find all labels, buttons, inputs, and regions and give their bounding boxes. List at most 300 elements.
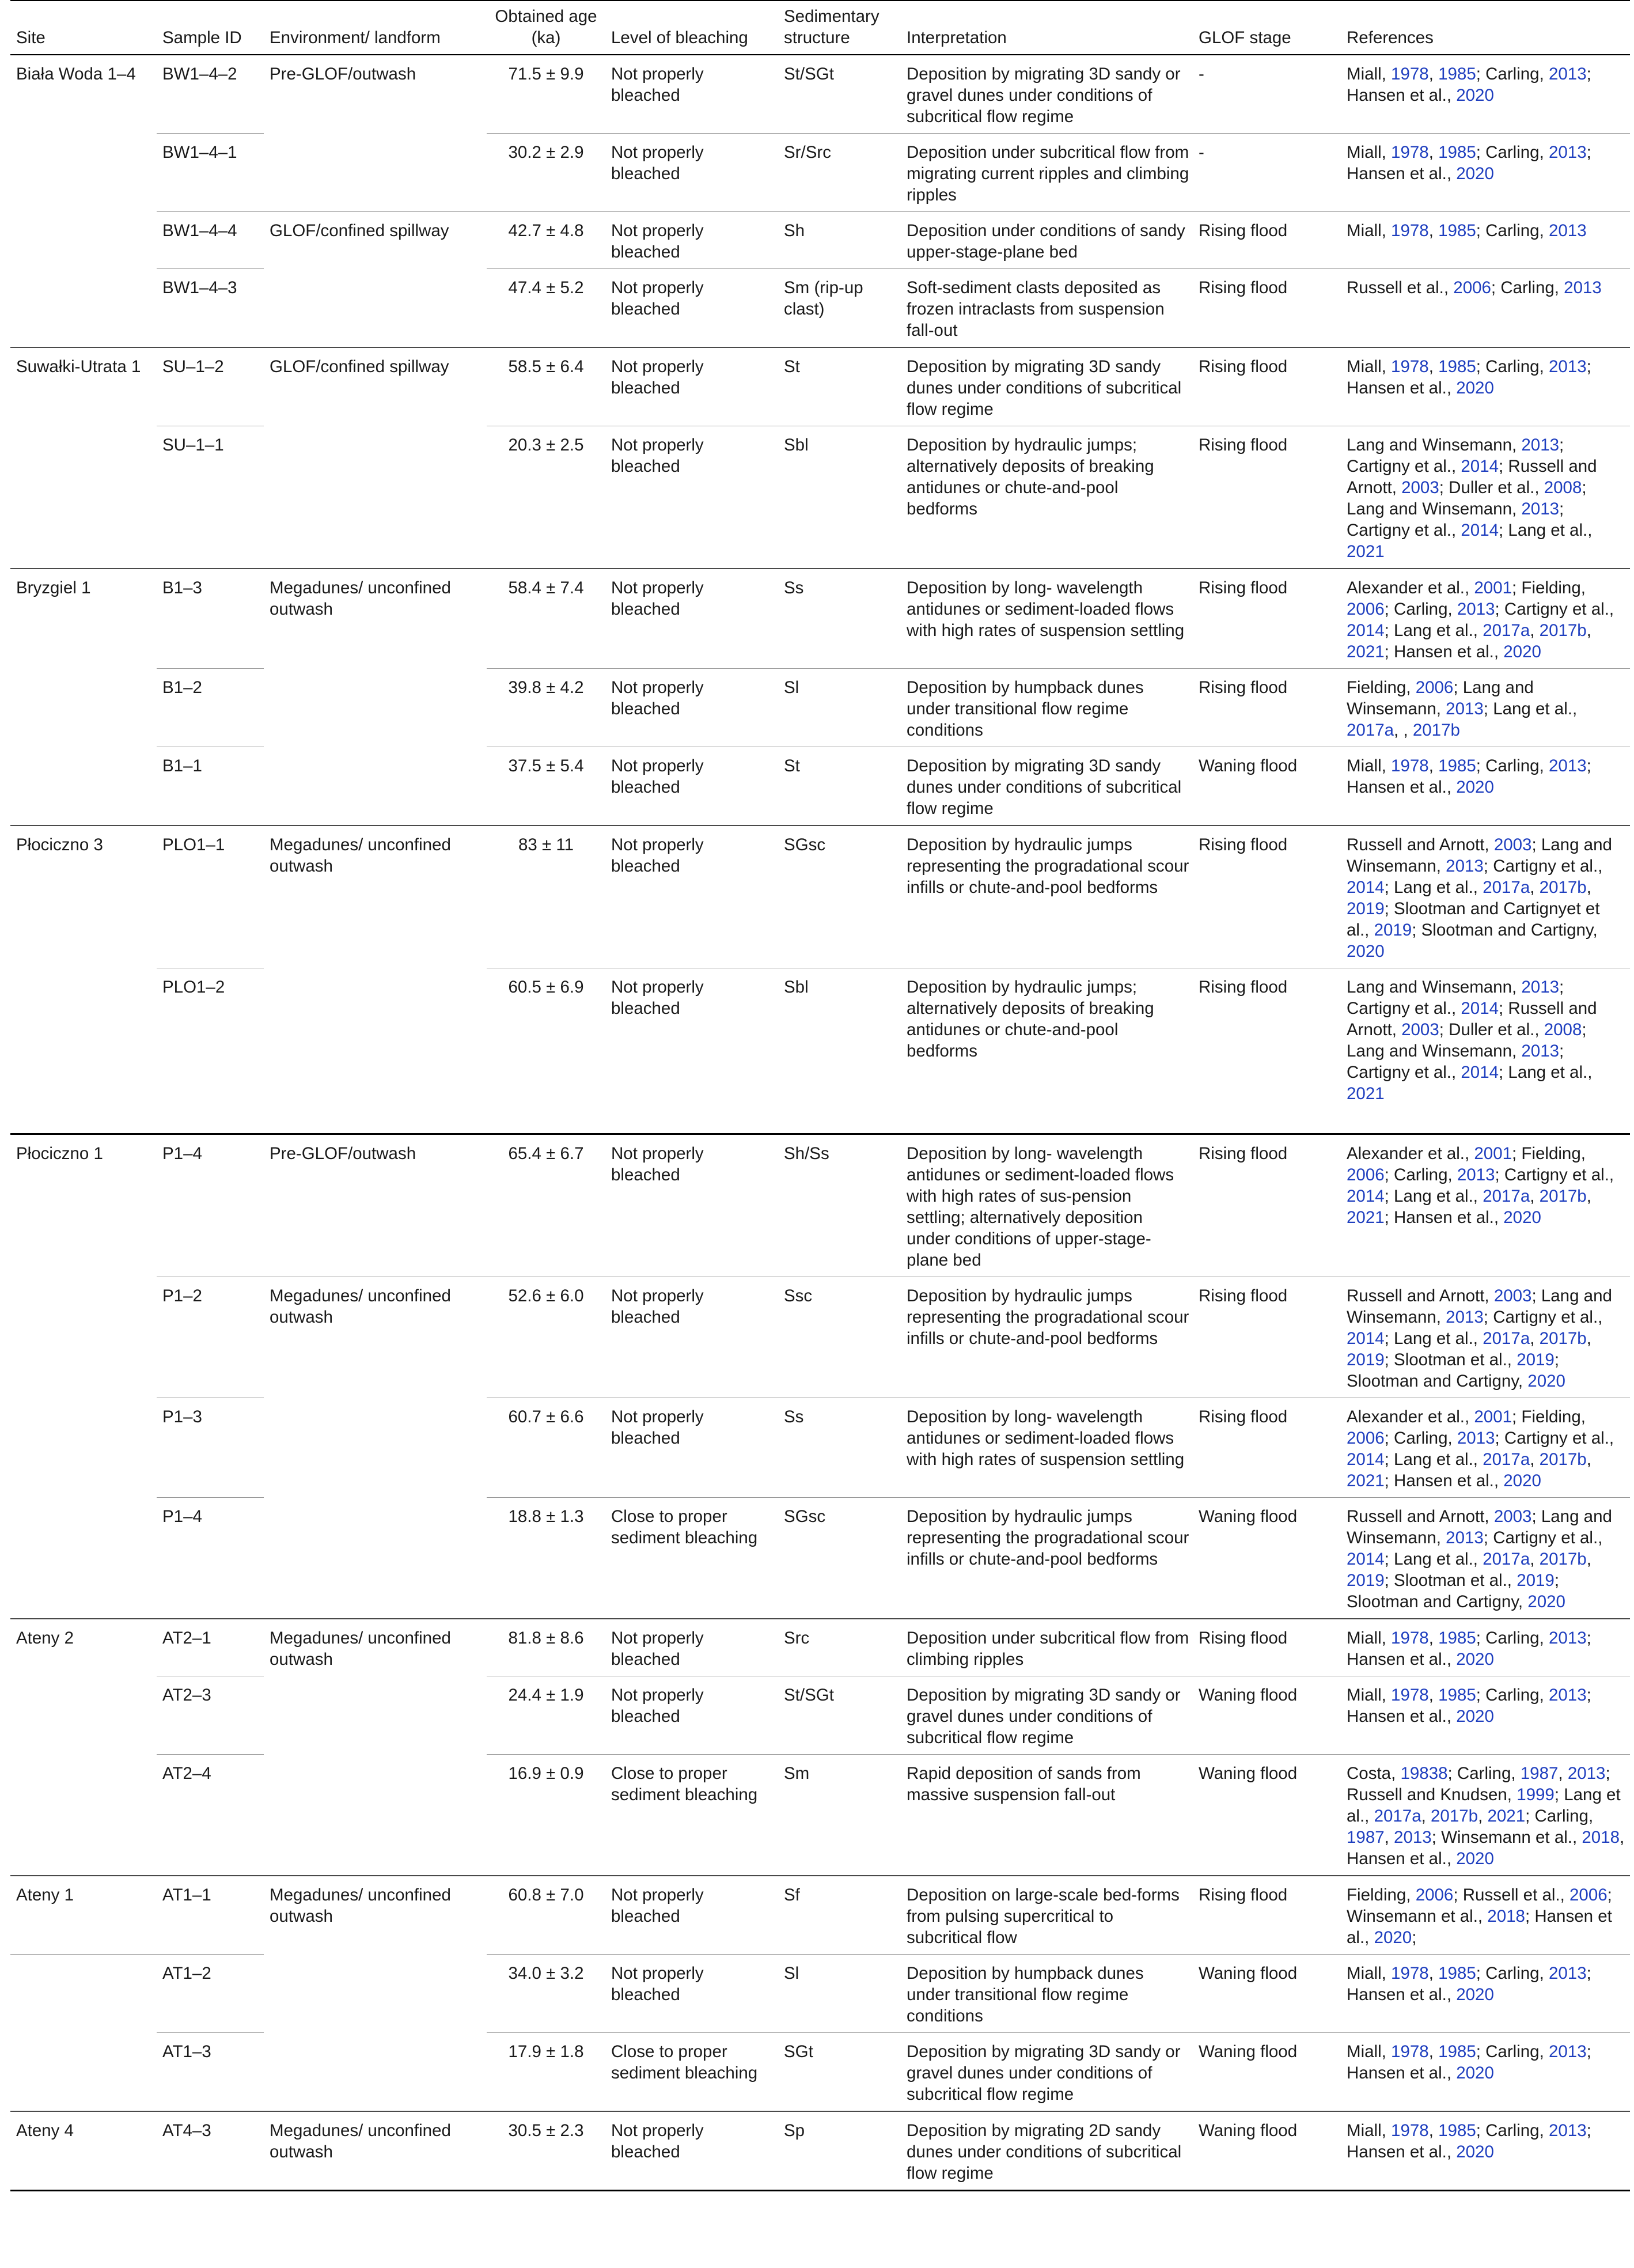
citation-year-link[interactable]: 2019	[1347, 899, 1385, 918]
citation-year-link[interactable]: 2013	[1564, 278, 1602, 297]
citation-year-link[interactable]: 2020	[1347, 942, 1385, 961]
glof-stage-cell: Rising flood	[1193, 212, 1341, 269]
citation-text: ,	[1530, 1329, 1540, 1348]
citation-year-link[interactable]: 2013	[1446, 699, 1484, 718]
citation-year-link[interactable]: 2017a	[1374, 1807, 1421, 1826]
citation-year-link[interactable]: 2020	[1456, 778, 1494, 797]
age-cell: 83 ± 11	[487, 826, 605, 968]
structure-cell: Sm (rip-up clast)	[778, 269, 901, 348]
structure-cell: SGsc	[778, 826, 901, 968]
citation-year-link[interactable]: 2020	[1456, 86, 1494, 105]
citation-text: Miall,	[1347, 221, 1392, 240]
citation-text: ; Slootman et al.,	[1384, 1350, 1517, 1369]
citation-year-link[interactable]: 2014	[1347, 1550, 1385, 1569]
references-cell	[1341, 747, 1630, 826]
glof-stage-cell: Rising flood	[1193, 968, 1341, 1111]
environment-cell: Megadunes/ unconfined outwash	[264, 2111, 487, 2191]
citation-text: ,	[1428, 756, 1439, 775]
citation-year-link[interactable]: 2021	[1347, 1208, 1385, 1227]
col-header-bleaching: Level of bleaching	[605, 1, 778, 55]
citation-text: ,	[1530, 878, 1540, 897]
citation-year-link[interactable]: 1985	[1438, 756, 1476, 775]
citation-year-link[interactable]: 2014	[1347, 878, 1385, 897]
citation-year-link[interactable]: 2013	[1548, 2121, 1587, 2140]
structure-cell: Sl	[778, 669, 901, 747]
bleaching-cell: Not properly bleached	[605, 347, 778, 426]
citation-text: ; Russell and Arnott,	[1347, 457, 1597, 497]
site-cell	[10, 669, 157, 747]
citation-text: ; Cartigny et al.,	[1347, 1042, 1564, 1082]
bleaching-cell: Close to proper sediment bleaching	[605, 2033, 778, 2112]
citation-year-link[interactable]: 2017b	[1431, 1807, 1478, 1826]
citation-year-link[interactable]: 1978	[1391, 1629, 1429, 1648]
citation-year-link[interactable]: 2008	[1544, 478, 1582, 497]
citation-year-link[interactable]: 2013	[1548, 143, 1587, 162]
citation-year-link[interactable]: 2020	[1456, 1650, 1494, 1669]
citation-year-link[interactable]: 2020	[1456, 1707, 1494, 1726]
site-cell	[10, 1498, 157, 1619]
references-cell	[1341, 1398, 1630, 1498]
citation-year-link[interactable]: 2021	[1347, 642, 1385, 661]
citation-text: ; Russell and Arnott,	[1347, 999, 1597, 1039]
bleaching-cell: Not properly bleached	[605, 669, 778, 747]
citation-year-link[interactable]: 2017a	[1483, 1329, 1530, 1348]
age-cell: 58.4 ± 7.4	[487, 569, 605, 669]
citation-year-link[interactable]: 1978	[1391, 2042, 1429, 2061]
table-body	[10, 55, 1630, 2191]
citation-year-link[interactable]: 2019	[1347, 1350, 1385, 1369]
glof-stage-cell: Waning flood	[1193, 747, 1341, 826]
citation-year-link[interactable]: 2020	[1456, 1985, 1494, 2004]
citation-text: Alexander et al.,	[1347, 578, 1474, 597]
citation-year-link[interactable]: 2013	[1567, 1764, 1606, 1783]
section-gap-row	[10, 1110, 1630, 1134]
citation-year-link[interactable]: 1978	[1391, 221, 1429, 240]
references-cell	[1341, 2033, 1630, 2112]
interpretation-cell: Deposition by hydraulic jumps representing the progradational scour infills or chute-and-pool bedforms	[901, 826, 1193, 968]
citation-text: ,	[1586, 1550, 1591, 1569]
citation-text: ; Hansen et al.,	[1384, 1471, 1504, 1490]
environment-cell: GLOF/confined spillway	[264, 347, 487, 426]
citation-text: , Hansen et al.,	[1347, 1828, 1625, 1868]
citation-text: Miall,	[1347, 2121, 1392, 2140]
citation-text: ; Carling,	[1476, 357, 1549, 376]
citation-year-link[interactable]: 1985	[1438, 357, 1476, 376]
citation-year-link[interactable]: 2017b	[1539, 1450, 1587, 1469]
citation-year-link[interactable]: 2003	[1493, 1286, 1532, 1305]
citation-text: ; Cartigny et al.,	[1495, 1165, 1614, 1184]
references-cell	[1341, 347, 1630, 426]
citation-year-link[interactable]: 1978	[1391, 357, 1429, 376]
citation-year-link[interactable]: 2017b	[1539, 1550, 1587, 1569]
site-cell	[10, 1955, 157, 2033]
citation-text: Miall,	[1347, 357, 1392, 376]
citation-year-link[interactable]: 2003	[1493, 835, 1532, 854]
citation-year-link[interactable]: 2013	[1446, 857, 1484, 876]
site-cell	[10, 212, 157, 269]
environment-cell: Pre-GLOF/outwash	[270, 65, 416, 84]
site-cell	[10, 747, 157, 826]
citation-year-link[interactable]: 2017a	[1483, 621, 1530, 640]
citation-year-link[interactable]: 2006	[1569, 1885, 1608, 1904]
citation-year-link[interactable]: 2013	[1521, 1042, 1560, 1061]
citation-year-link[interactable]: 2013	[1521, 436, 1560, 455]
interpretation-cell: Deposition by humpback dunes under transitional flow regime conditions	[901, 669, 1193, 747]
citation-year-link[interactable]: 2014	[1347, 1329, 1385, 1348]
table-row	[10, 826, 1630, 968]
references-cell	[1341, 1619, 1630, 1676]
environment-cell	[264, 426, 487, 569]
citation-year-link[interactable]: 2006	[1415, 1885, 1454, 1904]
environment-cell: Pre-GLOF/outwash	[264, 1134, 487, 1277]
interpretation-cell: Deposition under subcritical flow from migrating current ripples and climbing ripples	[901, 134, 1193, 212]
site-cell	[10, 269, 157, 348]
sample-id-cell: SU–1–1	[157, 426, 264, 569]
citation-text: ; Carling,	[1476, 2121, 1549, 2140]
age-cell: 52.6 ± 6.0	[487, 1277, 605, 1398]
citation-year-link[interactable]: 2017b	[1539, 1187, 1587, 1206]
citation-year-link[interactable]: 2013	[1521, 499, 1560, 518]
citation-year-link[interactable]: 2003	[1493, 1507, 1532, 1526]
age-cell: 20.3 ± 2.5	[487, 426, 605, 569]
citation-year-link[interactable]: 1985	[1438, 1686, 1476, 1705]
references-cell	[1341, 826, 1630, 968]
bleaching-cell: Not properly bleached	[605, 1955, 778, 2033]
citation-year-link[interactable]: 2017a	[1347, 721, 1394, 740]
glof-stage-cell: Rising flood	[1193, 1134, 1341, 1277]
citation-text: ; Lang et al.,	[1499, 1063, 1593, 1082]
environment-cell: Megadunes/ unconfined outwash	[264, 1619, 487, 1676]
references-cell	[1341, 968, 1630, 1111]
interpretation-cell: Deposition by hydraulic jumps representing the progradational scour infills or chute-and-pool bedforms	[901, 1498, 1193, 1619]
citation-year-link[interactable]: 2020	[1456, 378, 1494, 397]
citation-year-link[interactable]: 2020	[1456, 1849, 1494, 1868]
citation-text: Miall,	[1347, 65, 1392, 84]
table-row	[10, 1955, 1630, 2033]
bleaching-cell: Not properly bleached	[605, 826, 778, 968]
bleaching-cell: Not properly bleached	[605, 269, 778, 348]
citation-year-link[interactable]: 2020	[1503, 642, 1541, 661]
table-row	[10, 426, 1630, 569]
citation-year-link[interactable]: 2018	[1487, 1907, 1525, 1926]
citation-year-link[interactable]: 2013	[1548, 1629, 1587, 1648]
site-cell	[10, 1676, 157, 1755]
citation-year-link[interactable]: 2013	[1457, 600, 1495, 619]
citation-year-link[interactable]: 2014	[1461, 457, 1499, 476]
citation-text: ; Cartigny et al.,	[1495, 1429, 1614, 1448]
citation-year-link[interactable]: 2014	[1347, 1450, 1385, 1469]
citation-year-link[interactable]: 1999	[1517, 1785, 1555, 1804]
table-row	[10, 269, 1630, 348]
bleaching-cell: Not properly bleached	[605, 426, 778, 569]
glof-stage-cell: Rising flood	[1193, 826, 1341, 968]
citation-year-link[interactable]: 2001	[1474, 578, 1512, 597]
citation-year-link[interactable]: 2020	[1374, 1928, 1412, 1947]
citation-text: ; Lang et al.,	[1384, 1450, 1483, 1469]
citation-year-link[interactable]: 2017a	[1483, 1187, 1530, 1206]
citation-year-link[interactable]: 1978	[1391, 1964, 1429, 1983]
sample-id-cell: P1–3	[157, 1398, 264, 1498]
table-row	[10, 212, 1630, 269]
citation-year-link[interactable]: 1987	[1520, 1764, 1559, 1783]
citation-year-link[interactable]: 2013	[1457, 1165, 1495, 1184]
bleaching-cell: Close to proper sediment bleaching	[605, 1755, 778, 1876]
citation-year-link[interactable]: 1987	[1347, 1828, 1385, 1847]
structure-cell: St/SGt	[784, 65, 834, 84]
citation-year-link[interactable]: 2018	[1582, 1828, 1620, 1847]
citation-year-link[interactable]: 2017a	[1483, 1450, 1530, 1469]
citation-year-link[interactable]: 2006	[1347, 1429, 1385, 1448]
interpretation-cell: Deposition by migrating 3D sandy or gravel dunes under conditions of subcritical flow regime	[907, 65, 1181, 126]
citation-year-link[interactable]: 2001	[1474, 1407, 1512, 1426]
citation-text: Fielding,	[1347, 1885, 1416, 1904]
citation-year-link[interactable]: 2001	[1474, 1144, 1512, 1163]
citation-text: ; Lang et al.,	[1499, 521, 1593, 540]
citation-year-link[interactable]: 2013	[1548, 756, 1587, 775]
glof-stage-cell: Waning flood	[1193, 1955, 1341, 2033]
gap-cell	[605, 1110, 778, 1134]
citation-text: Miall,	[1347, 143, 1392, 162]
citation-text: ; Winsemann et al.,	[1347, 1885, 1612, 1926]
citation-year-link[interactable]: 2006	[1347, 600, 1385, 619]
citation-text: ,	[1428, 143, 1439, 162]
bleaching-cell: Not properly bleached	[605, 1398, 778, 1498]
references-cell	[1341, 1876, 1630, 1955]
citation-year-link[interactable]: 2014	[1347, 1187, 1385, 1206]
citation-text: ; Lang and Winsemann,	[1347, 835, 1612, 876]
citation-year-link[interactable]: 1978	[1391, 756, 1429, 775]
citation-year-link[interactable]: 2008	[1544, 1020, 1582, 1039]
citation-year-link[interactable]: 1978	[1391, 2121, 1429, 2140]
site-cell: Bryzgiel 1	[10, 569, 157, 669]
citation-year-link[interactable]: 2019	[1347, 1571, 1385, 1590]
bleaching-cell: Not properly bleached	[605, 134, 778, 212]
citation-text: ,	[1421, 1807, 1431, 1826]
sample-id-cell: AT1–3	[157, 2033, 264, 2112]
structure-cell: Sr/Src	[778, 134, 901, 212]
citation-year-link[interactable]: 2021	[1347, 1471, 1385, 1490]
citation-year-link[interactable]: 2017b	[1539, 1329, 1587, 1348]
bleaching-cell: Close to proper sediment bleaching	[605, 1498, 778, 1619]
citation-year-link[interactable]: 2017b	[1412, 721, 1460, 740]
citation-year-link[interactable]: 2020	[1456, 2142, 1494, 2161]
citation-year-link[interactable]: 2014	[1461, 521, 1499, 540]
citation-text: ; Cartigny et al.,	[1347, 978, 1564, 1018]
sample-id-cell: BW1–4–4	[157, 212, 264, 269]
citation-year-link[interactable]: 2017b	[1539, 621, 1587, 640]
table-row	[10, 1676, 1630, 1755]
citation-text: ; Hansen et al.,	[1347, 143, 1591, 183]
citation-year-link[interactable]: 2019	[1517, 1350, 1555, 1369]
bleaching-cell: Not properly bleached	[605, 1676, 778, 1755]
citation-year-link[interactable]: 2013	[1548, 65, 1587, 84]
citation-year-link[interactable]: 2013	[1457, 1429, 1495, 1448]
structure-cell: Ssc	[778, 1277, 901, 1398]
citation-year-link[interactable]: 19838	[1400, 1764, 1448, 1783]
citation-text: ; Hansen et al.,	[1347, 357, 1591, 397]
sample-id-cell: PLO1–1	[157, 826, 264, 968]
structure-cell: Sbl	[778, 968, 901, 1111]
references-cell	[1341, 569, 1630, 669]
citation-year-link[interactable]: 1985	[1438, 65, 1476, 84]
citation-year-link[interactable]: 2021	[1347, 1084, 1385, 1103]
age-cell: 65.4 ± 6.7	[487, 1134, 605, 1277]
glof-stage-cell: Rising flood	[1193, 1619, 1341, 1676]
citation-year-link[interactable]: 2020	[1527, 1592, 1565, 1611]
citation-year-link[interactable]: 2006	[1347, 1165, 1385, 1184]
citation-text: ; Lang et al.,	[1384, 878, 1483, 897]
citation-text: Lang and Winsemann,	[1347, 978, 1522, 997]
citation-year-link[interactable]: 2019	[1374, 921, 1412, 940]
table-row	[10, 569, 1630, 669]
citation-year-link[interactable]: 2013	[1394, 1828, 1432, 1847]
references-cell	[1341, 669, 1630, 747]
interpretation-cell: Deposition on large-scale bed-forms from pulsing supercritical to subcritical flow	[901, 1876, 1193, 1955]
citation-text: ,	[1530, 1550, 1540, 1569]
col-header-structure: Sedimentary structure	[778, 1, 901, 55]
structure-cell: Sh	[778, 212, 901, 269]
references-cell	[1341, 1955, 1630, 2033]
structure-cell: Src	[778, 1619, 901, 1676]
citation-year-link[interactable]: 2017a	[1483, 878, 1530, 897]
citation-year-link[interactable]: 2013	[1446, 1528, 1484, 1547]
glof-stage-cell: Rising flood	[1193, 347, 1341, 426]
citation-text: ,	[1530, 1450, 1540, 1469]
results-table	[10, 0, 1630, 2191]
citation-text: ; Carling,	[1476, 1686, 1549, 1705]
citation-text: ; Carling,	[1476, 143, 1549, 162]
structure-cell: Sp	[778, 2111, 901, 2191]
citation-text: Miall,	[1347, 756, 1392, 775]
references-cell	[1341, 1755, 1630, 1876]
citation-year-link[interactable]: 1978	[1391, 1686, 1429, 1705]
glof-stage-cell: Rising flood	[1193, 1398, 1341, 1498]
citation-year-link[interactable]: 1985	[1438, 143, 1476, 162]
citation-year-link[interactable]: 2014	[1461, 999, 1499, 1018]
citation-year-link[interactable]: 2003	[1401, 478, 1439, 497]
citation-year-link[interactable]: 1985	[1438, 2121, 1476, 2140]
glof-stage-cell: Rising flood	[1193, 269, 1341, 348]
citation-year-link[interactable]: 2003	[1401, 1020, 1439, 1039]
citation-year-link[interactable]: 1978	[1391, 143, 1429, 162]
citation-year-link[interactable]: 2021	[1487, 1807, 1526, 1826]
interpretation-cell: Deposition under conditions of sandy upper-stage-plane bed	[901, 212, 1193, 269]
gap-cell	[157, 1110, 264, 1134]
citation-text: ; Winsemann et al.,	[1431, 1828, 1582, 1847]
age-cell: 24.4 ± 1.9	[487, 1676, 605, 1755]
citation-year-link[interactable]: 2006	[1453, 278, 1491, 297]
citation-year-link[interactable]: 2020	[1503, 1471, 1541, 1490]
citation-text: Alexander et al.,	[1347, 1407, 1474, 1426]
citation-text: ; Carling,	[1525, 1807, 1594, 1826]
glof-stage-cell: Waning flood	[1193, 1498, 1341, 1619]
citation-text: ; Lang et al.,	[1384, 1550, 1483, 1569]
citation-year-link[interactable]: 2013	[1548, 1686, 1587, 1705]
citation-text: ,	[1478, 1807, 1488, 1826]
citation-text: Russell et al.,	[1347, 278, 1454, 297]
citation-text: ,	[1428, 65, 1439, 84]
citation-text: ; Fielding,	[1512, 1407, 1586, 1426]
citation-year-link[interactable]: 1985	[1438, 1629, 1476, 1648]
table-row	[10, 1398, 1630, 1498]
table-row	[10, 1134, 1630, 1277]
citation-text: Lang and Winsemann,	[1347, 436, 1522, 455]
citation-text: ,	[1428, 2121, 1439, 2140]
citation-year-link[interactable]: 2020	[1527, 1372, 1565, 1391]
sample-id-cell: P1–4	[157, 1498, 264, 1619]
interpretation-cell: Rapid deposition of sands from massive suspension fall-out	[901, 1755, 1193, 1876]
site-cell: Ateny 1	[10, 1876, 157, 1955]
citation-year-link[interactable]: 2019	[1517, 1571, 1555, 1590]
citation-text: ; Cartigny et al.,	[1347, 436, 1564, 476]
table-row	[10, 1277, 1630, 1398]
citation-text: ; Lang et al.,	[1384, 1187, 1483, 1206]
citation-text: ; Carling,	[1476, 65, 1549, 84]
citation-year-link[interactable]: 2013	[1446, 1308, 1484, 1327]
table-row	[10, 747, 1630, 826]
col-header-environment: Environment/ landform	[264, 1, 487, 55]
structure-cell: SGt	[778, 2033, 901, 2112]
citation-text: Russell and Arnott,	[1347, 835, 1494, 854]
citation-year-link[interactable]: 1985	[1438, 1964, 1476, 1983]
age-cell: 81.8 ± 8.6	[487, 1619, 605, 1676]
citation-year-link[interactable]: 2006	[1415, 678, 1454, 697]
citation-year-link[interactable]: 2014	[1347, 621, 1385, 640]
sample-id-cell: BW1–4–3	[157, 269, 264, 348]
citation-year-link[interactable]: 2013	[1548, 221, 1587, 240]
glof-stage-cell: Rising flood	[1193, 1277, 1341, 1398]
age-cell: 16.9 ± 0.9	[487, 1755, 605, 1876]
citation-year-link[interactable]: 2013	[1521, 978, 1560, 997]
references-cell	[1341, 212, 1630, 269]
gap-cell	[487, 1110, 605, 1134]
environment-cell	[264, 134, 487, 212]
citation-text: Fielding,	[1347, 678, 1416, 697]
sample-id-cell: BW1–4–2	[162, 65, 237, 84]
citation-year-link[interactable]: 2014	[1461, 1063, 1499, 1082]
citation-text: ; Cartigny et al.,	[1483, 1308, 1603, 1327]
citation-year-link[interactable]: 2020	[1456, 2063, 1494, 2083]
environment-cell: Megadunes/ unconfined outwash	[264, 826, 487, 968]
citation-year-link[interactable]: 1985	[1438, 221, 1476, 240]
col-header-glof-stage: GLOF stage	[1193, 1, 1341, 55]
citation-year-link[interactable]: 2013	[1548, 2042, 1587, 2061]
sample-id-cell: AT1–2	[157, 1955, 264, 2033]
environment-cell: Megadunes/ unconfined outwash	[264, 1277, 487, 1398]
sample-id-cell: BW1–4–1	[157, 134, 264, 212]
citation-text: ; Russell and Knudsen,	[1347, 1764, 1610, 1804]
citation-year-link[interactable]: 2013	[1548, 1964, 1587, 1983]
citation-text: ; Slootman and Cartigny,	[1347, 1571, 1560, 1611]
citation-year-link[interactable]: 2020	[1503, 1208, 1541, 1227]
citation-year-link[interactable]: 1978	[1391, 65, 1429, 84]
age-cell: 39.8 ± 4.2	[487, 669, 605, 747]
citation-year-link[interactable]: 2017b	[1539, 878, 1587, 897]
references-cell	[1341, 1676, 1630, 1755]
sample-id-cell: B1–2	[157, 669, 264, 747]
glof-stage-cell: Waning flood	[1193, 2033, 1341, 2112]
citation-year-link[interactable]: 2017a	[1483, 1550, 1530, 1569]
citation-text: ; Cartigny et al.,	[1483, 857, 1603, 876]
references-cell	[1341, 1134, 1630, 1277]
citation-text: ,	[1586, 1329, 1591, 1348]
citation-year-link[interactable]: 2021	[1347, 542, 1385, 561]
citation-year-link[interactable]: 1985	[1438, 2042, 1476, 2061]
citation-year-link[interactable]: 2020	[1456, 164, 1494, 183]
site-cell	[10, 1755, 157, 1876]
citation-text: ; Lang et al.,	[1384, 1329, 1483, 1348]
citation-year-link[interactable]: 2013	[1548, 357, 1587, 376]
